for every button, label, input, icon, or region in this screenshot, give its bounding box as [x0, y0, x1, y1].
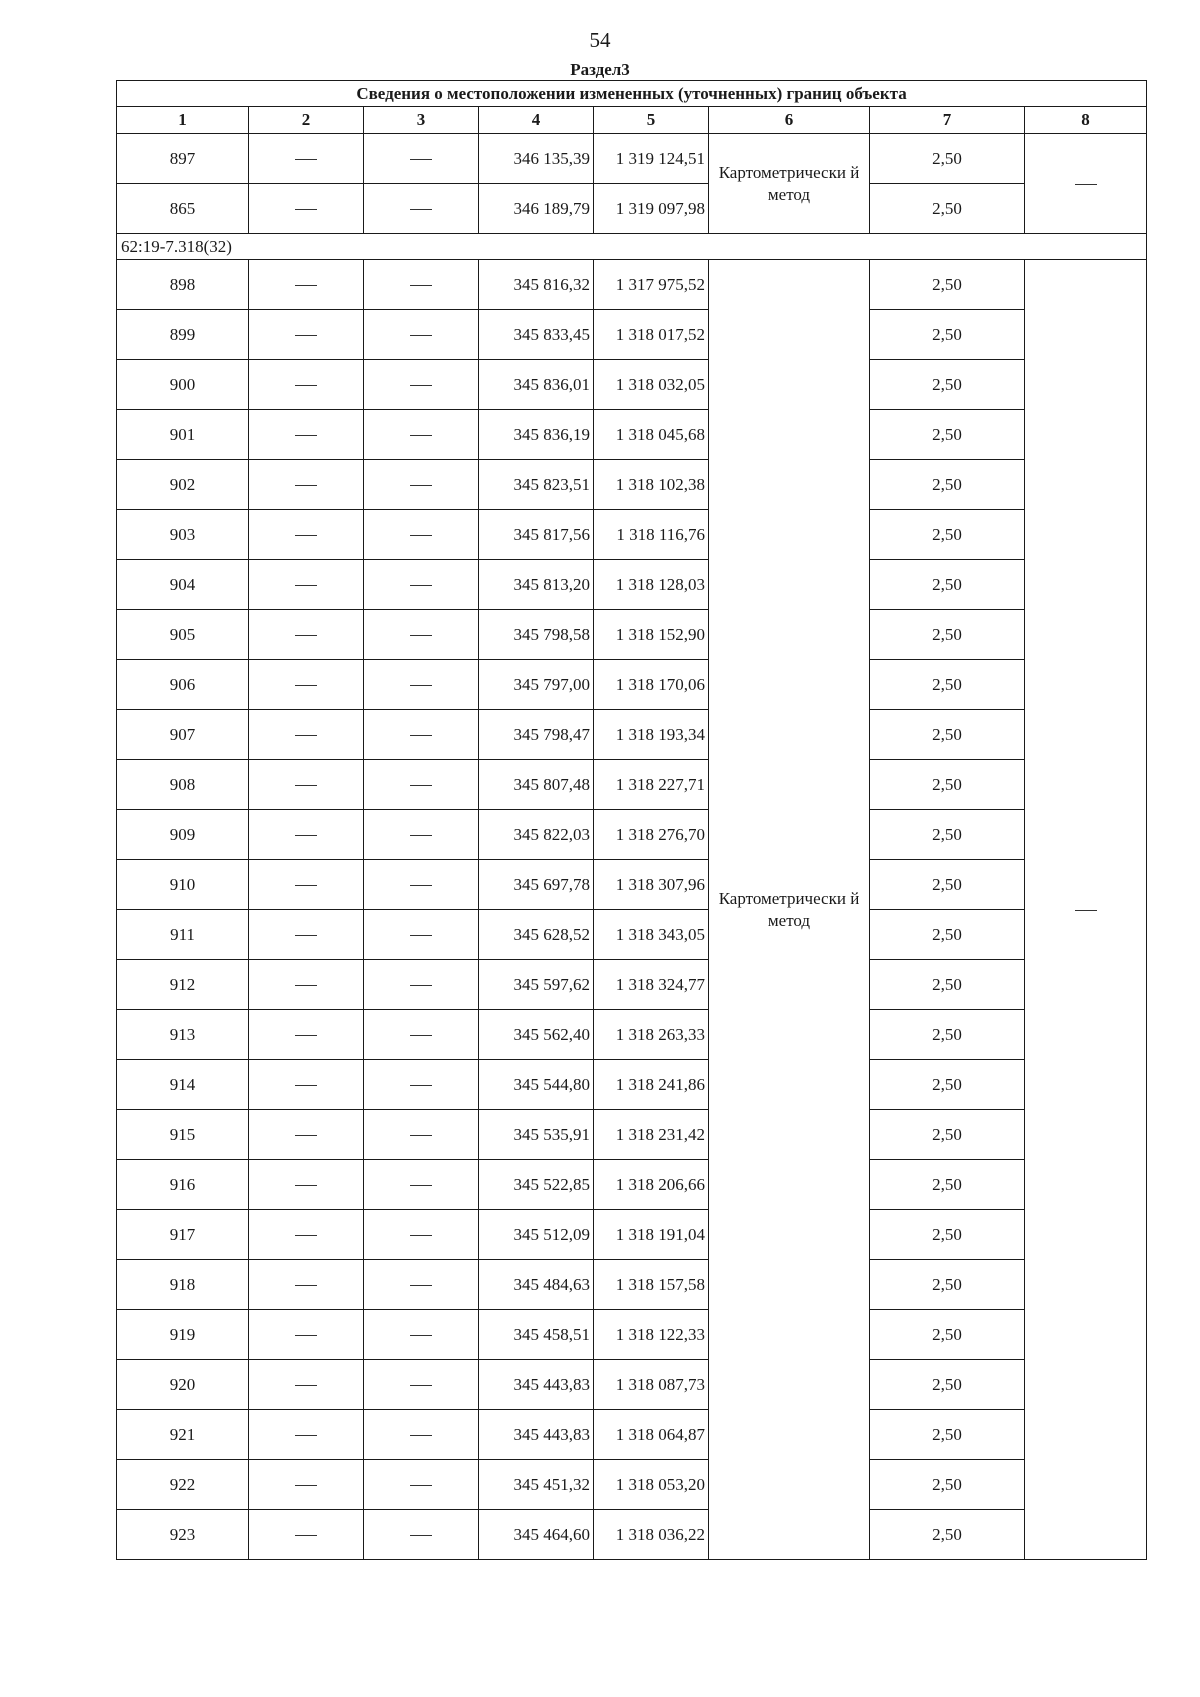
coord-y: 1 317 975,52 — [594, 260, 709, 310]
coord-x: 345 544,80 — [479, 1060, 594, 1110]
dash-mark — [295, 1285, 317, 1287]
group-label-row — [117, 234, 1147, 260]
dash-mark — [410, 1135, 432, 1137]
coord-x: 345 443,83 — [479, 1410, 594, 1460]
dash-mark — [295, 1085, 317, 1087]
empty-cell — [249, 1060, 364, 1110]
column-number: 3 — [364, 107, 479, 134]
point-number: 913 — [117, 1010, 249, 1060]
table-caption: Сведения о местоположении измененных (уточненных) границ объекта — [117, 81, 1147, 107]
coord-x: 345 484,63 — [479, 1260, 594, 1310]
coord-x: 345 833,45 — [479, 310, 594, 360]
empty-cell — [249, 510, 364, 560]
column-number: 7 — [870, 107, 1025, 134]
coord-y: 1 318 064,87 — [594, 1410, 709, 1460]
empty-cell — [249, 310, 364, 360]
empty-cell — [364, 410, 479, 460]
table-row — [117, 1510, 1147, 1560]
dash-mark — [410, 1485, 432, 1487]
coord-x: 345 822,03 — [479, 810, 594, 860]
empty-cell — [249, 1110, 364, 1160]
coord-x: 345 816,32 — [479, 260, 594, 310]
point-number: 917 — [117, 1210, 249, 1260]
empty-cell — [364, 710, 479, 760]
dash-mark — [410, 485, 432, 487]
accuracy: 2,50 — [870, 360, 1025, 410]
table-row — [117, 260, 1147, 310]
empty-cell — [249, 1160, 364, 1210]
coord-x: 345 836,01 — [479, 360, 594, 410]
column-number-row — [117, 107, 1147, 134]
coord-y: 1 318 036,22 — [594, 1510, 709, 1560]
coord-y: 1 318 102,38 — [594, 460, 709, 510]
accuracy: 2,50 — [870, 310, 1025, 360]
empty-cell — [364, 510, 479, 560]
coord-y: 1 318 170,06 — [594, 660, 709, 710]
point-number: 920 — [117, 1360, 249, 1410]
empty-cell — [364, 1260, 479, 1310]
coord-y: 1 319 124,51 — [594, 134, 709, 184]
dash-mark — [295, 935, 317, 937]
point-number: 911 — [117, 910, 249, 960]
empty-cell — [249, 910, 364, 960]
point-number: 900 — [117, 360, 249, 410]
dash-mark — [410, 685, 432, 687]
point-number: 922 — [117, 1460, 249, 1510]
coord-y: 1 318 053,20 — [594, 1460, 709, 1510]
dash-mark — [410, 435, 432, 437]
coord-y: 1 318 343,05 — [594, 910, 709, 960]
dash-mark — [410, 1185, 432, 1187]
accuracy: 2,50 — [870, 1360, 1025, 1410]
dash-mark — [295, 785, 317, 787]
coord-y: 1 318 032,05 — [594, 360, 709, 410]
empty-cell — [364, 860, 479, 910]
table-row — [117, 1310, 1147, 1360]
dash-mark — [410, 285, 432, 287]
point-number: 905 — [117, 610, 249, 660]
empty-cell — [249, 360, 364, 410]
empty-cell — [249, 710, 364, 760]
coord-x: 345 836,19 — [479, 410, 594, 460]
dash-mark — [295, 285, 317, 287]
dash-mark — [1075, 184, 1097, 186]
dash-mark — [295, 1435, 317, 1437]
dash-mark — [295, 1535, 317, 1537]
empty-cell — [249, 960, 364, 1010]
table-row — [117, 960, 1147, 1010]
dash-mark — [410, 1085, 432, 1087]
coord-y: 1 318 227,71 — [594, 760, 709, 810]
coord-y: 1 318 263,33 — [594, 1010, 709, 1060]
table-row — [117, 310, 1147, 360]
dash-mark — [295, 1135, 317, 1137]
coord-y: 1 318 128,03 — [594, 560, 709, 610]
dash-mark — [295, 985, 317, 987]
column-number: 2 — [249, 107, 364, 134]
column-number: 1 — [117, 107, 249, 134]
empty-cell — [364, 1060, 479, 1110]
empty-cell — [364, 960, 479, 1010]
dash-mark — [410, 1335, 432, 1337]
dash-mark — [295, 435, 317, 437]
accuracy: 2,50 — [870, 760, 1025, 810]
coord-x: 345 823,51 — [479, 460, 594, 510]
coord-x: 345 512,09 — [479, 1210, 594, 1260]
dash-mark — [410, 985, 432, 987]
column-number: 4 — [479, 107, 594, 134]
empty-cell — [364, 1360, 479, 1410]
accuracy: 2,50 — [870, 1110, 1025, 1160]
empty-cell — [1025, 134, 1147, 234]
dash-mark — [1075, 910, 1097, 912]
coord-y: 1 318 191,04 — [594, 1210, 709, 1260]
table-row — [117, 1260, 1147, 1310]
coord-x: 345 813,20 — [479, 560, 594, 610]
dash-mark — [295, 485, 317, 487]
dash-mark — [410, 785, 432, 787]
table-row — [117, 1360, 1147, 1410]
page-number: 54 — [589, 28, 611, 52]
empty-cell — [249, 610, 364, 660]
dash-mark — [295, 209, 317, 211]
empty-cell — [364, 260, 479, 310]
method-cell: Картометрически й метод — [709, 260, 870, 1560]
coord-x: 345 464,60 — [479, 1510, 594, 1560]
coord-x: 345 597,62 — [479, 960, 594, 1010]
accuracy: 2,50 — [870, 1410, 1025, 1460]
accuracy: 2,50 — [870, 134, 1025, 184]
point-number: 921 — [117, 1410, 249, 1460]
empty-cell — [249, 460, 364, 510]
point-number: 865 — [117, 184, 249, 234]
coord-y: 1 318 231,42 — [594, 1110, 709, 1160]
coord-x: 346 135,39 — [479, 134, 594, 184]
dash-mark — [410, 1535, 432, 1537]
empty-cell — [249, 860, 364, 910]
coordinates-table — [116, 80, 1147, 1560]
empty-cell — [364, 910, 479, 960]
empty-cell — [249, 660, 364, 710]
coord-y: 1 318 206,66 — [594, 1160, 709, 1210]
point-number: 904 — [117, 560, 249, 610]
point-number: 908 — [117, 760, 249, 810]
coord-y: 1 318 241,86 — [594, 1060, 709, 1110]
empty-cell — [249, 1460, 364, 1510]
point-number: 902 — [117, 460, 249, 510]
dash-mark — [295, 1185, 317, 1187]
dash-mark — [410, 209, 432, 211]
dash-mark — [410, 385, 432, 387]
dash-mark — [410, 635, 432, 637]
table-row — [117, 1110, 1147, 1160]
table-row — [117, 1460, 1147, 1510]
point-number: 899 — [117, 310, 249, 360]
table-row — [117, 810, 1147, 860]
empty-cell — [249, 1510, 364, 1560]
point-number: 915 — [117, 1110, 249, 1160]
dash-mark — [295, 1035, 317, 1037]
empty-cell — [1025, 260, 1147, 1560]
empty-cell — [364, 1410, 479, 1460]
coord-x: 345 817,56 — [479, 510, 594, 560]
dash-mark — [295, 535, 317, 537]
table-row — [117, 134, 1147, 184]
empty-cell — [364, 1310, 479, 1360]
coord-y: 1 318 122,33 — [594, 1310, 709, 1360]
accuracy: 2,50 — [870, 860, 1025, 910]
column-number: 8 — [1025, 107, 1147, 134]
table-row — [117, 1210, 1147, 1260]
coord-y: 1 318 324,77 — [594, 960, 709, 1010]
dash-mark — [295, 585, 317, 587]
dash-mark — [410, 585, 432, 587]
coord-x: 345 807,48 — [479, 760, 594, 810]
point-number: 903 — [117, 510, 249, 560]
empty-cell — [364, 560, 479, 610]
accuracy: 2,50 — [870, 1210, 1025, 1260]
column-number: 5 — [594, 107, 709, 134]
dash-mark — [410, 1385, 432, 1387]
dash-mark — [295, 385, 317, 387]
empty-cell — [364, 1210, 479, 1260]
empty-cell — [249, 1410, 364, 1460]
table-caption-row — [117, 81, 1147, 107]
coord-x: 346 189,79 — [479, 184, 594, 234]
table-row — [117, 760, 1147, 810]
accuracy: 2,50 — [870, 260, 1025, 310]
empty-cell — [364, 360, 479, 410]
empty-cell — [249, 184, 364, 234]
empty-cell — [364, 1510, 479, 1560]
dash-mark — [295, 635, 317, 637]
empty-cell — [364, 1460, 479, 1510]
empty-cell — [249, 1310, 364, 1360]
point-number: 912 — [117, 960, 249, 1010]
table-row — [117, 460, 1147, 510]
accuracy: 2,50 — [870, 410, 1025, 460]
empty-cell — [364, 184, 479, 234]
point-number: 919 — [117, 1310, 249, 1360]
dash-mark — [410, 735, 432, 737]
table-row — [117, 560, 1147, 610]
empty-cell — [364, 460, 479, 510]
point-number: 898 — [117, 260, 249, 310]
dash-mark — [295, 685, 317, 687]
table-row — [117, 1010, 1147, 1060]
dash-mark — [410, 1235, 432, 1237]
dash-mark — [295, 1235, 317, 1237]
table-row — [117, 910, 1147, 960]
accuracy: 2,50 — [870, 810, 1025, 860]
coord-x: 345 535,91 — [479, 1110, 594, 1160]
coord-y: 1 318 017,52 — [594, 310, 709, 360]
accuracy: 2,50 — [870, 1060, 1025, 1110]
empty-cell — [364, 1010, 479, 1060]
table-row — [117, 360, 1147, 410]
dash-mark — [410, 1035, 432, 1037]
point-number: 918 — [117, 1260, 249, 1310]
coord-y: 1 319 097,98 — [594, 184, 709, 234]
accuracy: 2,50 — [870, 460, 1025, 510]
point-number: 914 — [117, 1060, 249, 1110]
empty-cell — [249, 1210, 364, 1260]
empty-cell — [249, 260, 364, 310]
accuracy: 2,50 — [870, 1460, 1025, 1510]
accuracy: 2,50 — [870, 960, 1025, 1010]
coord-x: 345 628,52 — [479, 910, 594, 960]
accuracy: 2,50 — [870, 560, 1025, 610]
empty-cell — [364, 810, 479, 860]
accuracy: 2,50 — [870, 660, 1025, 710]
dash-mark — [295, 885, 317, 887]
empty-cell — [249, 134, 364, 184]
method-cell: Картометрически й метод — [709, 134, 870, 234]
table-row — [117, 510, 1147, 560]
table-row — [117, 184, 1147, 234]
section-title: Раздел3 — [570, 60, 630, 79]
dash-mark — [410, 1285, 432, 1287]
dash-mark — [410, 835, 432, 837]
table-row — [117, 660, 1147, 710]
dash-mark — [410, 535, 432, 537]
empty-cell — [364, 660, 479, 710]
empty-cell — [249, 560, 364, 610]
dash-mark — [295, 835, 317, 837]
accuracy: 2,50 — [870, 1260, 1025, 1310]
table-row — [117, 410, 1147, 460]
accuracy: 2,50 — [870, 1510, 1025, 1560]
dash-mark — [295, 159, 317, 161]
dash-mark — [410, 335, 432, 337]
coord-y: 1 318 116,76 — [594, 510, 709, 560]
table-row — [117, 610, 1147, 660]
table-row — [117, 710, 1147, 760]
coord-x: 345 451,32 — [479, 1460, 594, 1510]
accuracy: 2,50 — [870, 1310, 1025, 1360]
accuracy: 2,50 — [870, 1010, 1025, 1060]
empty-cell — [364, 310, 479, 360]
point-number: 907 — [117, 710, 249, 760]
coord-y: 1 318 193,34 — [594, 710, 709, 760]
accuracy: 2,50 — [870, 510, 1025, 560]
point-number: 897 — [117, 134, 249, 184]
coord-x: 345 797,00 — [479, 660, 594, 710]
coord-y: 1 318 307,96 — [594, 860, 709, 910]
table-row — [117, 1060, 1147, 1110]
group-label: 62:19-7.318(32) — [117, 234, 1147, 260]
accuracy: 2,50 — [870, 910, 1025, 960]
accuracy: 2,50 — [870, 610, 1025, 660]
coord-y: 1 318 087,73 — [594, 1360, 709, 1410]
dash-mark — [410, 935, 432, 937]
point-number: 901 — [117, 410, 249, 460]
empty-cell — [364, 760, 479, 810]
coord-y: 1 318 045,68 — [594, 410, 709, 460]
coord-y: 1 318 157,58 — [594, 1260, 709, 1310]
empty-cell — [364, 610, 479, 660]
coord-x: 345 798,58 — [479, 610, 594, 660]
coord-x: 345 798,47 — [479, 710, 594, 760]
coord-x: 345 458,51 — [479, 1310, 594, 1360]
point-number: 906 — [117, 660, 249, 710]
dash-mark — [410, 1435, 432, 1437]
empty-cell — [364, 1160, 479, 1210]
point-number: 909 — [117, 810, 249, 860]
table-row — [117, 1410, 1147, 1460]
dash-mark — [410, 885, 432, 887]
coord-x: 345 522,85 — [479, 1160, 594, 1210]
accuracy: 2,50 — [870, 710, 1025, 760]
coord-y: 1 318 276,70 — [594, 810, 709, 860]
point-number: 910 — [117, 860, 249, 910]
empty-cell — [249, 1260, 364, 1310]
accuracy: 2,50 — [870, 184, 1025, 234]
empty-cell — [249, 760, 364, 810]
point-number: 923 — [117, 1510, 249, 1560]
coord-y: 1 318 152,90 — [594, 610, 709, 660]
empty-cell — [364, 1110, 479, 1160]
dash-mark — [295, 1385, 317, 1387]
dash-mark — [295, 735, 317, 737]
coord-x: 345 697,78 — [479, 860, 594, 910]
coord-x: 345 443,83 — [479, 1360, 594, 1410]
empty-cell — [364, 134, 479, 184]
table-row — [117, 1160, 1147, 1210]
empty-cell — [249, 1360, 364, 1410]
accuracy: 2,50 — [870, 1160, 1025, 1210]
dash-mark — [410, 159, 432, 161]
empty-cell — [249, 1010, 364, 1060]
empty-cell — [249, 410, 364, 460]
coord-x: 345 562,40 — [479, 1010, 594, 1060]
dash-mark — [295, 1335, 317, 1337]
dash-mark — [295, 1485, 317, 1487]
point-number: 916 — [117, 1160, 249, 1210]
column-number: 6 — [709, 107, 870, 134]
empty-cell — [249, 810, 364, 860]
table-row — [117, 860, 1147, 910]
dash-mark — [295, 335, 317, 337]
